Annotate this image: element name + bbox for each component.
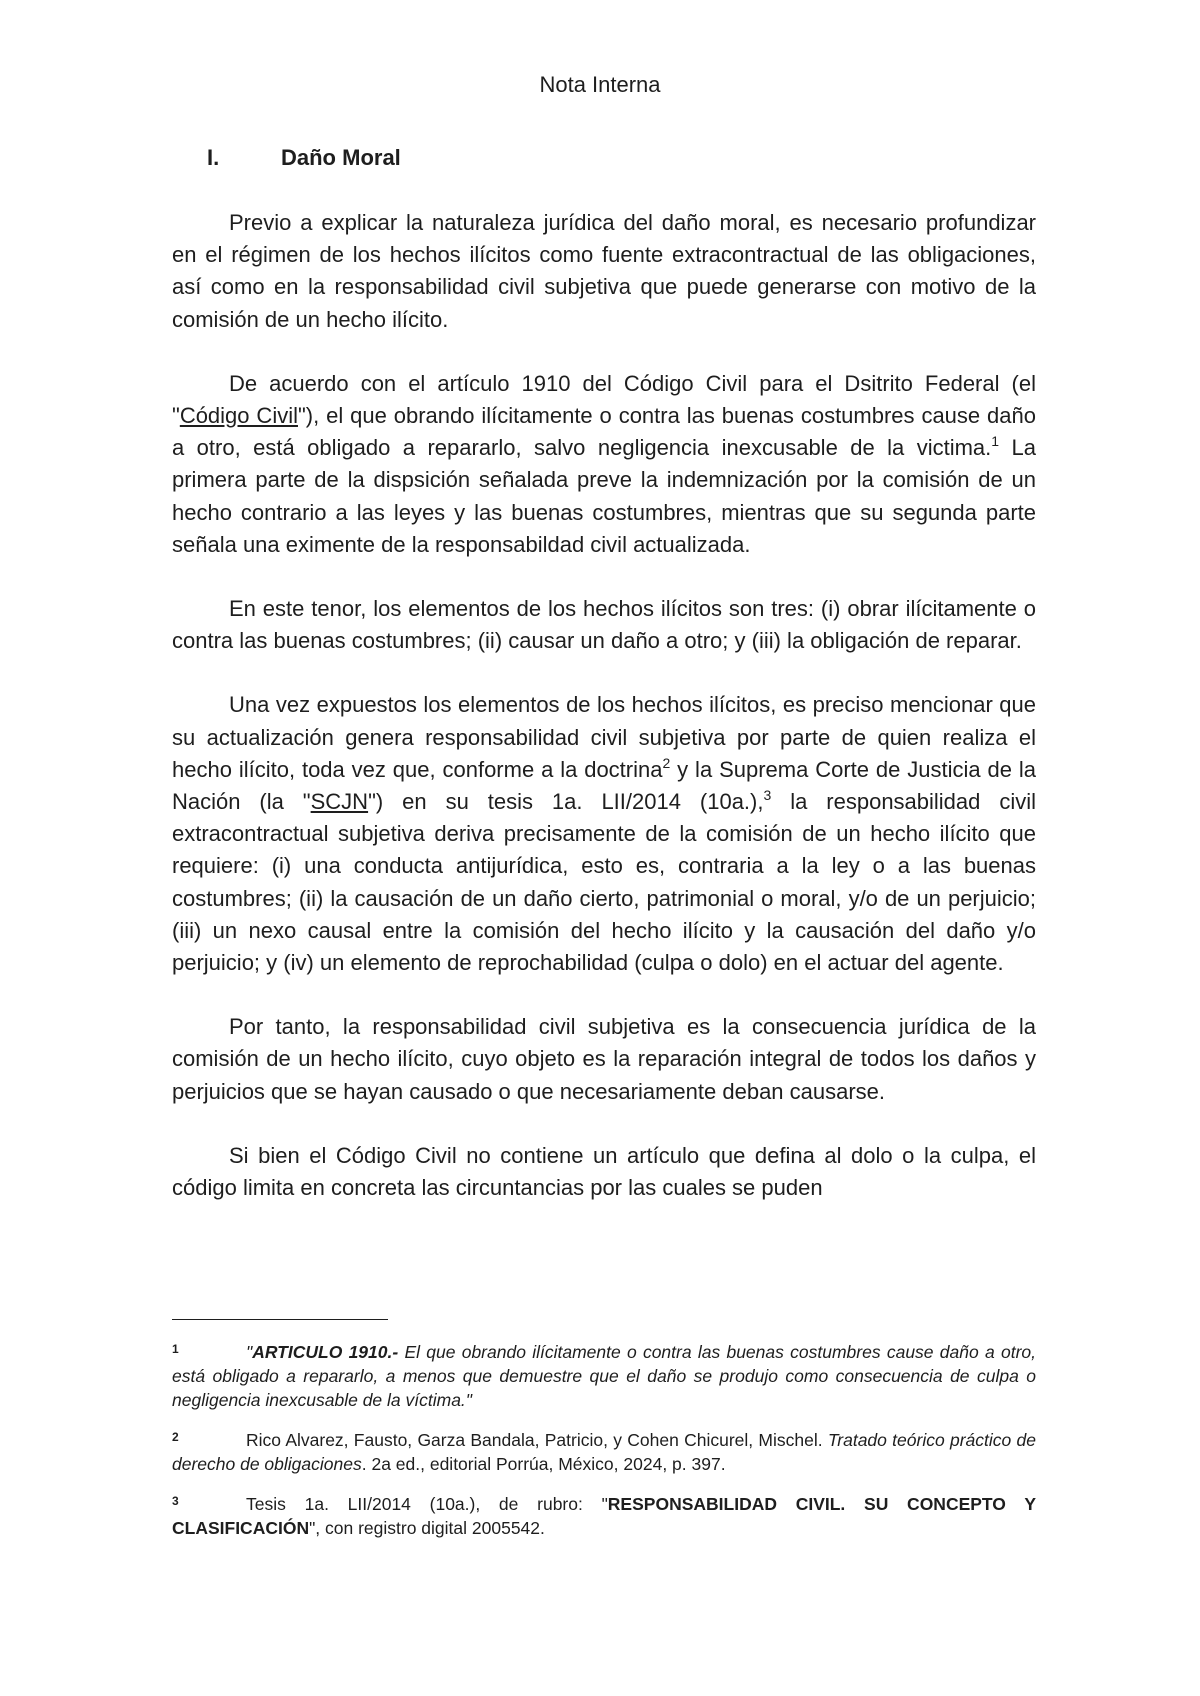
footnote-ref-1[interactable]: 1 xyxy=(991,433,1000,450)
defined-term-codigo-civil: Código Civil xyxy=(179,403,298,429)
paragraph-4-text-a: Una vez expuestos los elementos de los hechos ilícitos, es preciso mencionar que su actualización genera responsabilidad civil subjetiva por parte de quien realiza el hecho ilícito, toda vez que, conforme a la doctrina xyxy=(172,692,1036,782)
footnote-2: 2 Rico Alvarez, Fausto, Garza Bandala, Patricio, y Cohen Chicurel, Mischel. Tratado teórico práctico de derecho de obligaciones. 2a ed., editorial Porrúa, México, 2024, p. 397. xyxy=(172,1430,1036,1474)
paragraph-4 xyxy=(172,689,1036,979)
footnote-3-rubro: RESPONSABILIDAD CIVIL. SU CONCEPTO Y CLASIFICACIÓN xyxy=(172,1494,1036,1538)
footnotes xyxy=(172,1340,1036,1556)
footnote-1-text: El que obrando ilícitamente o contra las buenas costumbres cause daño a otro, está obligado a repararlo, a menos que demuestre que el daño se produjo como consecuencia de culpa o negligencia inexcusable de la víctima." xyxy=(172,1342,1036,1410)
paragraph-2-text-a: De acuerdo con el artículo 1910 del Código Civil para el Dsitrito Federal (el " xyxy=(172,370,1036,429)
paragraph-1: Previo a explicar la naturaleza jurídica del daño moral, es necesario profundizar en el régimen de los hechos ilícitos como fuente extracontractual de las obligaciones, así como en la responsabilidad civil subjetiva que puede generarse con motivo de la comisión de un hecho ilícito. xyxy=(172,210,1036,332)
section-title: Daño Moral xyxy=(281,145,401,170)
section-heading xyxy=(207,145,401,171)
section-number: I. xyxy=(207,145,220,170)
footnote-3-pre: Tesis 1a. LII/2014 (10a.), de rubro: " xyxy=(246,1494,608,1514)
footnote-2-authors: Rico Alvarez, Fausto, Garza Bandala, Patricio, y Cohen Chicurel, Mischel. xyxy=(246,1430,828,1450)
page-header xyxy=(0,72,1200,98)
document-body xyxy=(172,207,1036,1204)
paragraph-3: En este tenor, los elementos de los hechos ilícitos son tres: (i) obrar ilícitamente o contra las buenas costumbres; (ii) causar un daño a otro; y (iii) la obligación de reparar. xyxy=(172,596,1036,654)
defined-term-scjn: SCJN xyxy=(310,789,369,815)
paragraph-2 xyxy=(172,368,1036,561)
paragraph-2-text-c: La primera parte de la dispsición señalada preve la indemnización por la comisión de un hecho contrario a las leyes y las buenas costumbres, mientras que su segunda parte señala una eximente de la responsabildad civil actualizada. xyxy=(172,435,1036,557)
footnote-ref-2[interactable]: 2 xyxy=(662,754,671,771)
paragraph-4-text-c: ") en su tesis 1a. LII/2014 (10a.), xyxy=(368,789,764,815)
paragraph-4-text-b: y la Suprema Corte de Justicia de la Nación (la " xyxy=(172,756,1036,815)
footnote-ref-3[interactable]: 3 xyxy=(763,787,772,804)
footnote-1-article: ARTICULO 1910.- xyxy=(252,1342,399,1362)
footnote-3: 3 Tesis 1a. LII/2014 (10a.), de rubro: "RESPONSABILIDAD CIVIL. SU CONCEPTO Y CLASIFICACIÓN", con registro digital 2005542. xyxy=(172,1494,1036,1538)
footnote-1-open-quote: " xyxy=(246,1342,253,1362)
paragraph-5: Por tanto, la responsabilidad civil subjetiva es la consecuencia jurídica de la comisión de un hecho ilícito, cuyo objeto es la reparación integral de todos los daños y perjuicios que se hayan causado o que necesariamente deban causarse. xyxy=(172,1014,1036,1104)
footnote-1: 1 "ARTICULO 1910.- El que obrando ilícitamente o contra las buenas costumbres cause daño a otro, está obligado a repararlo, a menos que demuestre que el daño se produjo como consecuencia de culpa o negligencia inexcusable de la víctima." xyxy=(172,1342,1036,1410)
footnote-2-title: Tratado teórico práctico de derecho de obligaciones xyxy=(172,1430,1036,1474)
header-title: Nota Interna xyxy=(539,72,661,97)
footnote-2-rest: . 2a ed., editorial Porrúa, México, 2024, p. 397. xyxy=(361,1454,726,1474)
footnote-separator xyxy=(172,1319,388,1320)
footnote-3-post: ", con registro digital 2005542. xyxy=(309,1518,545,1538)
paragraph-4-text-d: la responsabilidad civil extracontractual subjetiva deriva precisamente de la comisión de un hecho ilícito que requiere: (i) una conducta antijurídica, esto es, contraria a la ley o a las buenas costumbres; (ii) la causación de un daño cierto, patrimonial o moral, y/o de un perjuicio; (iii) un nexo causal entre la comisión del hecho ilícito y la causación del daño y/o perjuicio; y (iv) un elemento de reprochabilidad (culpa o dolo) en el actuar del agente. xyxy=(172,789,1036,976)
paragraph-6: Si bien el Código Civil no contiene un artículo que defina al dolo o la culpa, el código limita en concreta las circuntancias por las cuales se puden xyxy=(172,1142,1036,1201)
paragraph-2-text-b: "), el que obrando ilícitamente o contra las buenas costumbres cause daño a otro, está obligado a repararlo, salvo negligencia inexcusable de la victima. xyxy=(172,403,1036,461)
